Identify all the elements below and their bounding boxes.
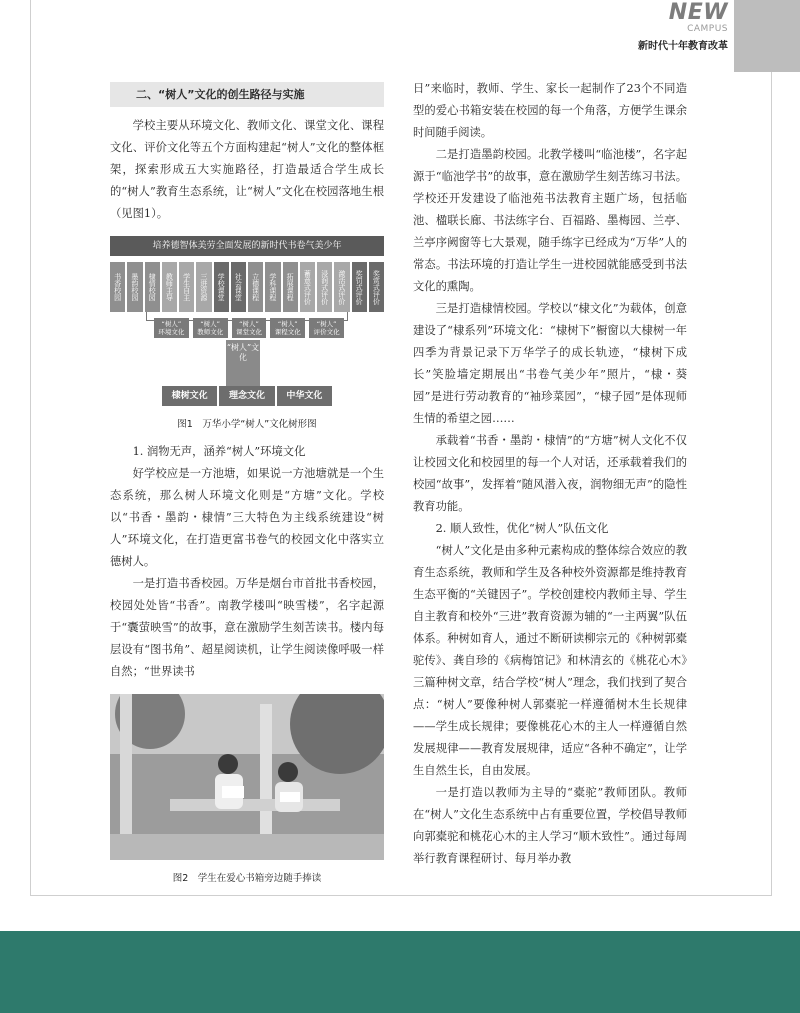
tree-cell: 蓄意式评价 xyxy=(300,262,315,312)
paragraph: “树人”文化是由多种元素构成的整体综合效应的教育生态系统，教师和学生及各种校外资源都是维持教育生态平衡的“关键因子”。学校创建校内教师主导、学生自主教育和校外“三进”教育资源为辅的“一主两翼”队伍体系。种树如育人，通过不断研读柳宗元的《种树郭橐驼传》、龚自珍的《病梅馆记》和林清玄的《桃花心木》三篇种树文章，结合学校“树人”理念，我们找到了契合点：“树人”要像种树人郭橐驼一样遵循树木生长规律——学生成长规律；要像桃花心木的主人一样遵循自然发展规律——教育发展规律，适应“各种不确定”，让学生自然生长，自由发展。 xyxy=(413,544,687,777)
section-title: 新时代十年教育改革 xyxy=(638,41,728,52)
paragraph: 日”来临时，教师、学生、家长一起制作了23个不同造型的爱心书箱安装在校园的每一个角落，方便学生课余时间随手阅读。 xyxy=(413,82,687,139)
paragraph: 三是打造棣情校园。学校以“棣文化”为载体，创意建设了“棣系列”环境文化：“棣树下”橱窗以大棣树一年四季为背景记录下万华学子的成长轨迹，“棣树下成长”笑脸墙定期展出“书卷气美少年”照片，“棣・葵园”是进行劳动教育的“袖珍菜园”，“棣子园”是体现师生情的希望之园…… xyxy=(413,302,687,425)
left-column-top xyxy=(110,82,384,225)
tree-cell: 学生自主 xyxy=(179,262,194,312)
footer-band xyxy=(0,931,800,1013)
corner-tab xyxy=(734,0,800,72)
subheading-1: 1. 润物无声，涵养“树人”环境文化 xyxy=(132,445,306,458)
paragraph: 二是打造墨韵校园。北教学楼叫“临池楼”，名字起源于“临池学书”的故事，意在激励学生刻苦练习书法。学校还开发建设了临池苑书法教育主题广场，包括临池、楹联长廊、书法练字台、百福路、墨梅园、兰亭、兰亭序阙窗等七大景观，随手练字已经成为“万华”人的常态。书法环境的打造让学生一进校园就能感受到书法文化的熏陶。 xyxy=(413,148,687,293)
tree-trunk: “树人”文化 xyxy=(226,340,260,386)
tree-cell: 教师主导 xyxy=(162,262,177,312)
figure-1-tree-diagram xyxy=(110,236,384,406)
brand-campus: CAMPUS xyxy=(687,24,728,34)
tree-branches xyxy=(110,262,384,312)
right-column xyxy=(413,78,687,870)
brand-new: NEW xyxy=(668,0,728,25)
root-box: 棣树文化 xyxy=(162,386,217,406)
paragraph: 一是打造书香校园。万华是烟台市首批书香校园，校园处处皆“书香”。南教学楼叫“映雪楼”，名字起源于“囊萤映雪”的故事，意在激励学生刻苦读书。楼内每层设有“图书角”、超星阅读机，让学生阅读像呼吸一样自然；“世界读书 xyxy=(110,577,384,678)
paragraph: 承载着“书香・墨韵・棣情”的“方塘”树人文化不仅让校园文化和校园里的每一个人对话，还承载着我们的校园“故事”，发挥着“随风潜入夜，润物细无声”的隐性教育功能。 xyxy=(413,434,687,513)
section-heading: 二、“树人”文化的创生路径与实施 xyxy=(110,82,384,107)
tree-cell: 奖赏式评价 xyxy=(369,262,384,312)
tree-cell: 社会课堂 xyxy=(231,262,246,312)
tree-cell: 三进资源 xyxy=(196,262,211,312)
culture-box: “树人” 课堂文化 xyxy=(232,318,267,338)
culture-box: “树人” 课程文化 xyxy=(270,318,305,338)
tree-cultures xyxy=(154,318,344,338)
culture-box: “树人” 环境文化 xyxy=(154,318,189,338)
culture-box: “树人” 评价文化 xyxy=(309,318,344,338)
paragraph: 好学校应是一方池塘，如果说一方池塘就是一个生态系统，那么树人环境文化则是“方塘”文化。学校以“书香・墨韵・棣情”三大特色为主线系统建设“树人”环境文化，在打造更富书卷气的校园文化中落实立德树人。 xyxy=(110,467,384,568)
figure-2-photo xyxy=(110,694,384,860)
tree-cell: 书香校园 xyxy=(110,262,125,312)
tree-cell: 浸润式评价 xyxy=(317,262,332,312)
paragraph: 一是打造以教师为主导的“橐驼”教师团队。教师在“树人”文化生态系统中占有重要位置，学校倡导教师向郭橐驼和桃花心木的主人学习“顺木致性”。通过每周举行教育课程研讨、每月举办教 xyxy=(413,786,687,865)
photo-illustration xyxy=(110,694,384,860)
tree-cell: 墨韵校园 xyxy=(127,262,142,312)
tree-cell: 学科课程 xyxy=(265,262,280,312)
tree-cell: 激活式评价 xyxy=(334,262,349,312)
root-box: 理念文化 xyxy=(219,386,274,406)
tree-cell: 立德课程 xyxy=(248,262,263,312)
masthead xyxy=(638,2,728,52)
left-column-bottom xyxy=(110,441,384,683)
tree-cell: 棣情校园 xyxy=(145,262,160,312)
intro-paragraph: 学校主要从环境文化、教师文化、课堂文化、课程文化、评价文化等五个方面构建起“树人”文化的整体框架，探索形成五大实施路径，打造最适合学生成长的“树人”教育生态系统，让“树人”文化在校园落地生根（见图1）。 xyxy=(110,119,384,220)
tree-cell: 奖罚式评价 xyxy=(352,262,367,312)
tree-roots xyxy=(162,386,332,406)
tree-top-label: 培养德智体美劳全面发展的新时代书卷气美少年 xyxy=(110,236,384,256)
subheading-2: 2. 顺人致性，优化“树人”队伍文化 xyxy=(435,522,609,535)
figure-2-caption: 图2 学生在爱心书箱旁边随手捧读 xyxy=(172,873,322,884)
tree-cell: 学校课堂 xyxy=(214,262,229,312)
culture-box: “树人” 教师文化 xyxy=(193,318,228,338)
tree-cell: 拓展课程 xyxy=(283,262,298,312)
root-box: 中华文化 xyxy=(277,386,332,406)
figure-1-caption: 图1 万华小学“树人”文化树形图 xyxy=(177,419,317,430)
